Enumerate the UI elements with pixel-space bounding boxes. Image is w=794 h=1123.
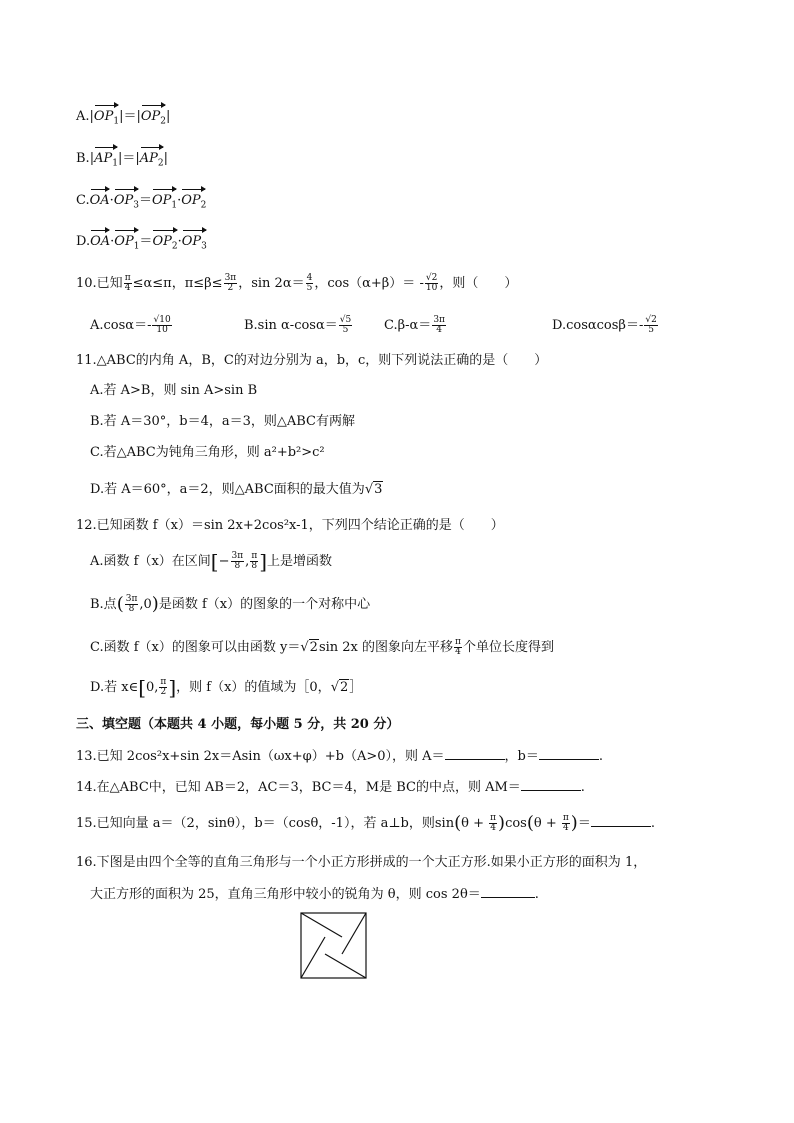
- q10-stem: 10.已知 $\frac{\pi}{4}$ ≤α≤π，π≤β≤ $\frac{3\pi}{2}$ ，sin 2α＝ $\frac{4}{5}$ ，cos（α+β）＝ - $\frac{√2}{10}$ ，则（ ）: [76, 273, 518, 293]
- q14-blank[interactable]: [521, 778, 581, 791]
- triangle-line-1: [301, 913, 342, 937]
- q13-blank-a[interactable]: [445, 747, 505, 760]
- q11-option-b: B.若 A＝30°，b＝4，a＝3，则△ABC有两解: [90, 414, 355, 429]
- triangle-line-4: [301, 937, 325, 978]
- triangle-line-2: [342, 913, 366, 954]
- q12-stem: 12.已知函数 f（x）＝sin 2x+2cos²x-1，下列四个结论正确的是（ ）: [76, 518, 504, 533]
- q10-option-c: C.β-α＝ $\frac{3\pi}{4}$: [384, 315, 445, 335]
- q15-blank[interactable]: [591, 814, 651, 827]
- q12-option-a: A.函数 f（x）在区间[− $\frac{3\pi}{8}$ , $\frac{\pi}{8}$ ]上是增函数: [90, 549, 333, 574]
- q16-line2: 大正方形的面积为 25，直角三角形中较小的锐角为 θ，则 cos 2θ＝ .: [90, 887, 539, 902]
- q11-option-a: A.若 A>B，则 sin A>sin B: [90, 383, 258, 398]
- q12-option-d: D.若 x∈[0, $\frac{\pi}{2}$ ]，则 f（x）的值域为［0，√2］: [90, 675, 363, 700]
- q9-option-c: $C.OA\cdot OP_3=OP_1\cdot OP_2$: [76, 192, 206, 215]
- q13-blank-b[interactable]: [539, 747, 599, 760]
- section-title: 三、填空题（本题共 4 小题，每小题 5 分，共 20 分）: [76, 717, 400, 732]
- q13: 13.已知 2cos²x+sin 2x＝Asin（ωx+φ）+b（A>0），则 A＝ ，b＝ .: [76, 749, 604, 764]
- q9-option-d: $D.OA\cdot OP_1=OP_2\cdot OP_3$: [76, 233, 207, 256]
- q16-line1: 16.下图是由四个全等的直角三角形与一个小正方形拼成的一个大正方形.如果小正方形的面积为 1，: [76, 855, 647, 870]
- square-figure: [300, 912, 368, 980]
- q9-option-a: $A.|OP_1|=|OP_2|$: [76, 108, 170, 131]
- triangle-line-3: [325, 954, 366, 978]
- q9-option-b: $B.|AP_1|=|AP_2|$: [76, 150, 168, 173]
- q11-option-d: D.若 A＝60°，a＝2，则△ABC面积的最大值为√3: [90, 482, 383, 497]
- q10-option-a: A.cosα＝- $\frac{√10}{10}$: [90, 315, 171, 335]
- q11-option-c: C.若△ABC为钝角三角形，则 a²+b²>c²: [90, 445, 325, 460]
- q16-blank[interactable]: [481, 885, 535, 898]
- q12-option-b: B.点( $\frac{3\pi}{8}$ ,0)是函数 f（x）的图象的一个对称中心: [90, 593, 371, 615]
- q14: 14.在△ABC中，已知 AB＝2，AC＝3，BC＝4，M是 BC的中点，则 AM＝ .: [76, 780, 585, 795]
- outer-square: [301, 913, 366, 978]
- q10-option-d: D.cosαcosβ＝- $\frac{√2}{5}$: [552, 315, 657, 335]
- q11-stem: 11.△ABC的内角 A，B，C的对边分别为 a，b，c，则下列说法正确的是（ ）: [76, 353, 548, 368]
- q15: 15.已知向量 a＝（2，sinθ），b＝（cosθ，-1），若 a⊥b，则sin(θ + $\frac{\pi}{4}$ )cos(θ + $\frac{\pi}{4}$ )＝ .: [76, 812, 655, 834]
- q12-option-c: C.函数 f（x）的图象可以由函数 y＝√2sin 2x 的图象向左平移 $\frac{\pi}{4}$ 个单位长度得到: [90, 637, 554, 657]
- q10-option-b: B.sin α-cosα＝ $\frac{√5}{5}$: [244, 315, 352, 335]
